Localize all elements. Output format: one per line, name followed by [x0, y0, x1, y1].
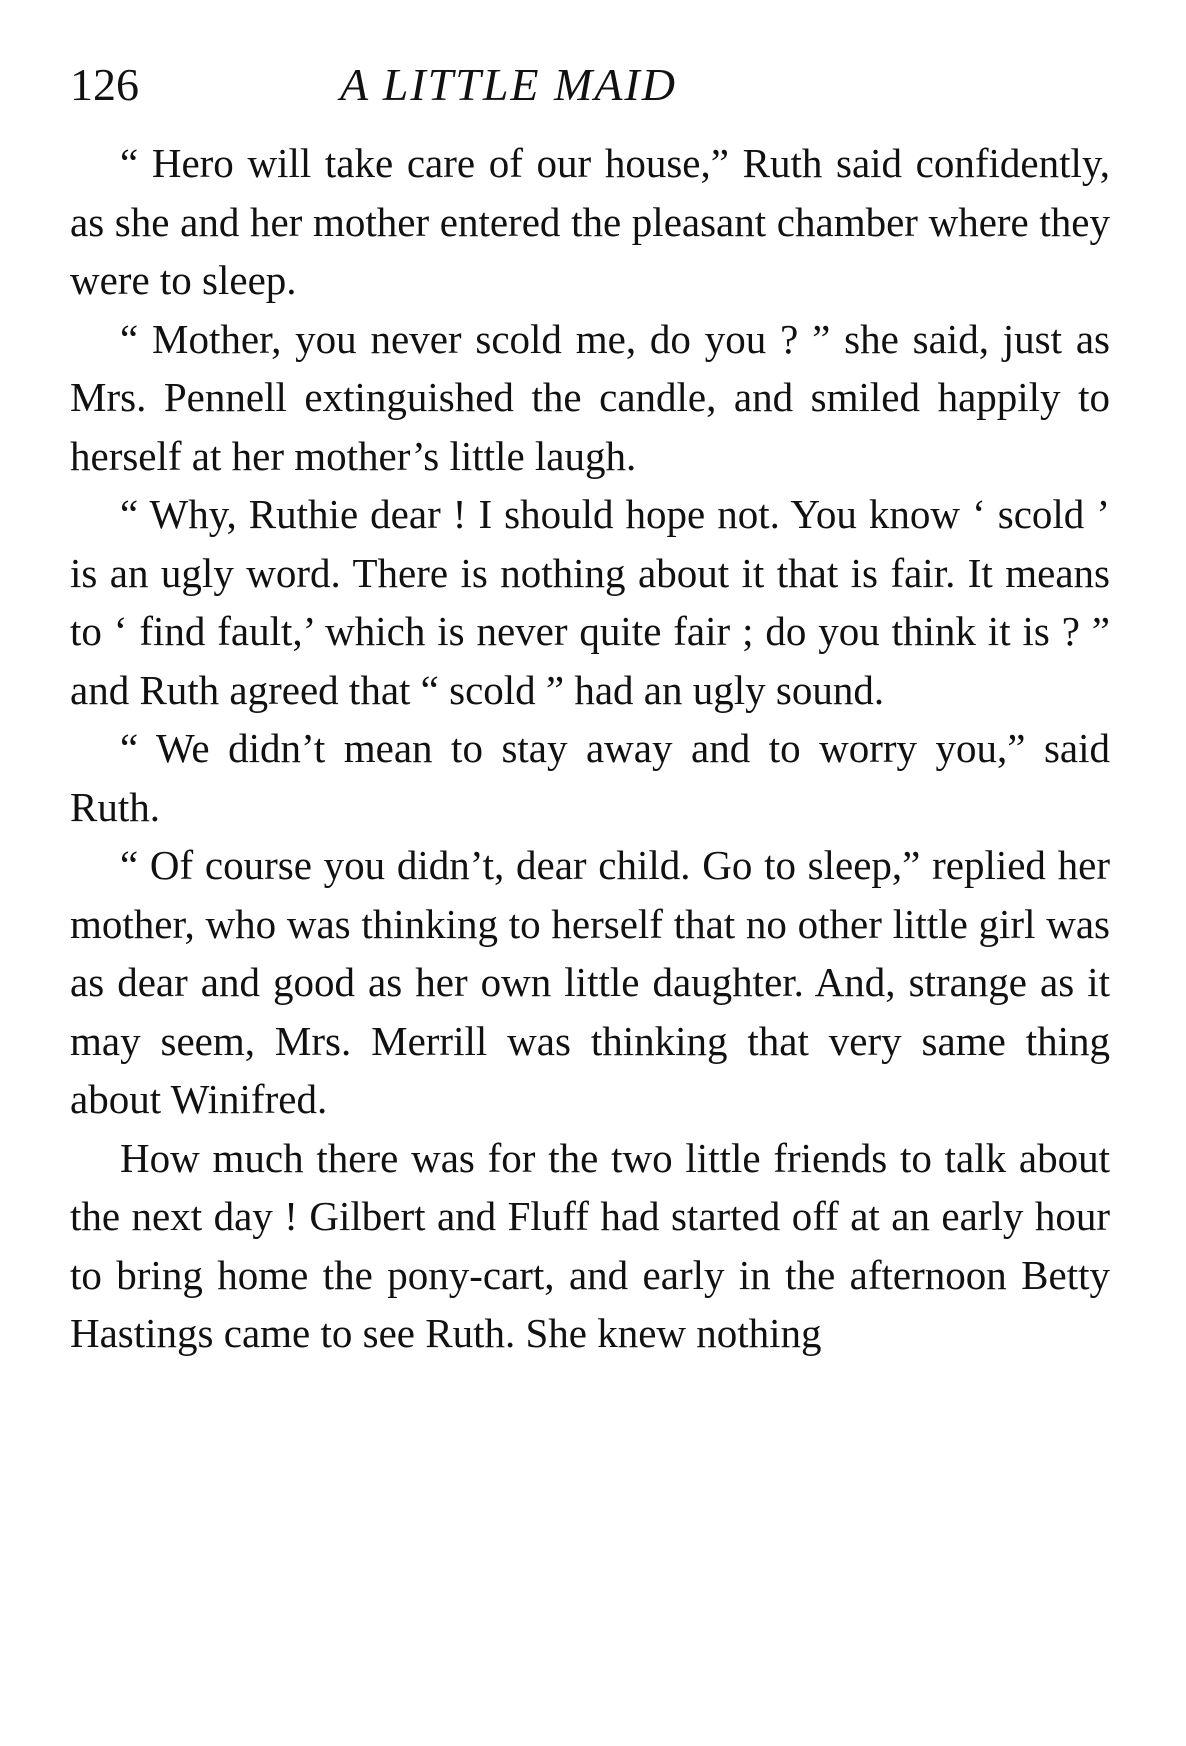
paragraph-6: How much there was for the two little friends to talk about the next day ! Gilbert and Fluff had started off at an early hour to bring home the pony-cart, and early in the afternoon Betty Hastings came to see Ruth. She knew nothing — [70, 1134, 1110, 1356]
paragraph-1: “ Hero will take care of our house,” Ruth said confidently, as she and her mother entered the pleasant chamber where they were to sleep. — [70, 140, 1110, 303]
paragraph-3: “ Why, Ruthie dear ! I should hope not. You know ‘ scold ’ is an ugly word. There is nothing about it that is fair. It means to ‘ find fault,’ which is never quite fair ; do you think it is ? ” and Ruth agreed that “ scold ” had an ugly sound. — [70, 491, 1110, 713]
paragraph-5: “ Of course you didn’t, dear child. Go to sleep,” replied her mother, who was thinking to herself that no other little girl was as dear and good as her own little daughter. And, strange as it may seem, Mrs. Merrill was thinking that very same thing about Winifred. — [70, 842, 1110, 1122]
body-text — [70, 134, 1110, 1363]
page-number: 126 — [70, 59, 139, 110]
paragraph-2: “ Mother, you never scold me, do you ? ” she said, just as Mrs. Pennell extinguished the candle, and smiled happily to herself at her mother’s little laugh. — [70, 315, 1110, 479]
running-head — [70, 52, 1110, 118]
paragraph-4: “ We didn’t mean to stay away and to worry you,” said Ruth. — [70, 725, 1110, 830]
book-page — [70, 52, 1110, 1363]
running-title: A LITTLE MAID — [340, 59, 677, 110]
